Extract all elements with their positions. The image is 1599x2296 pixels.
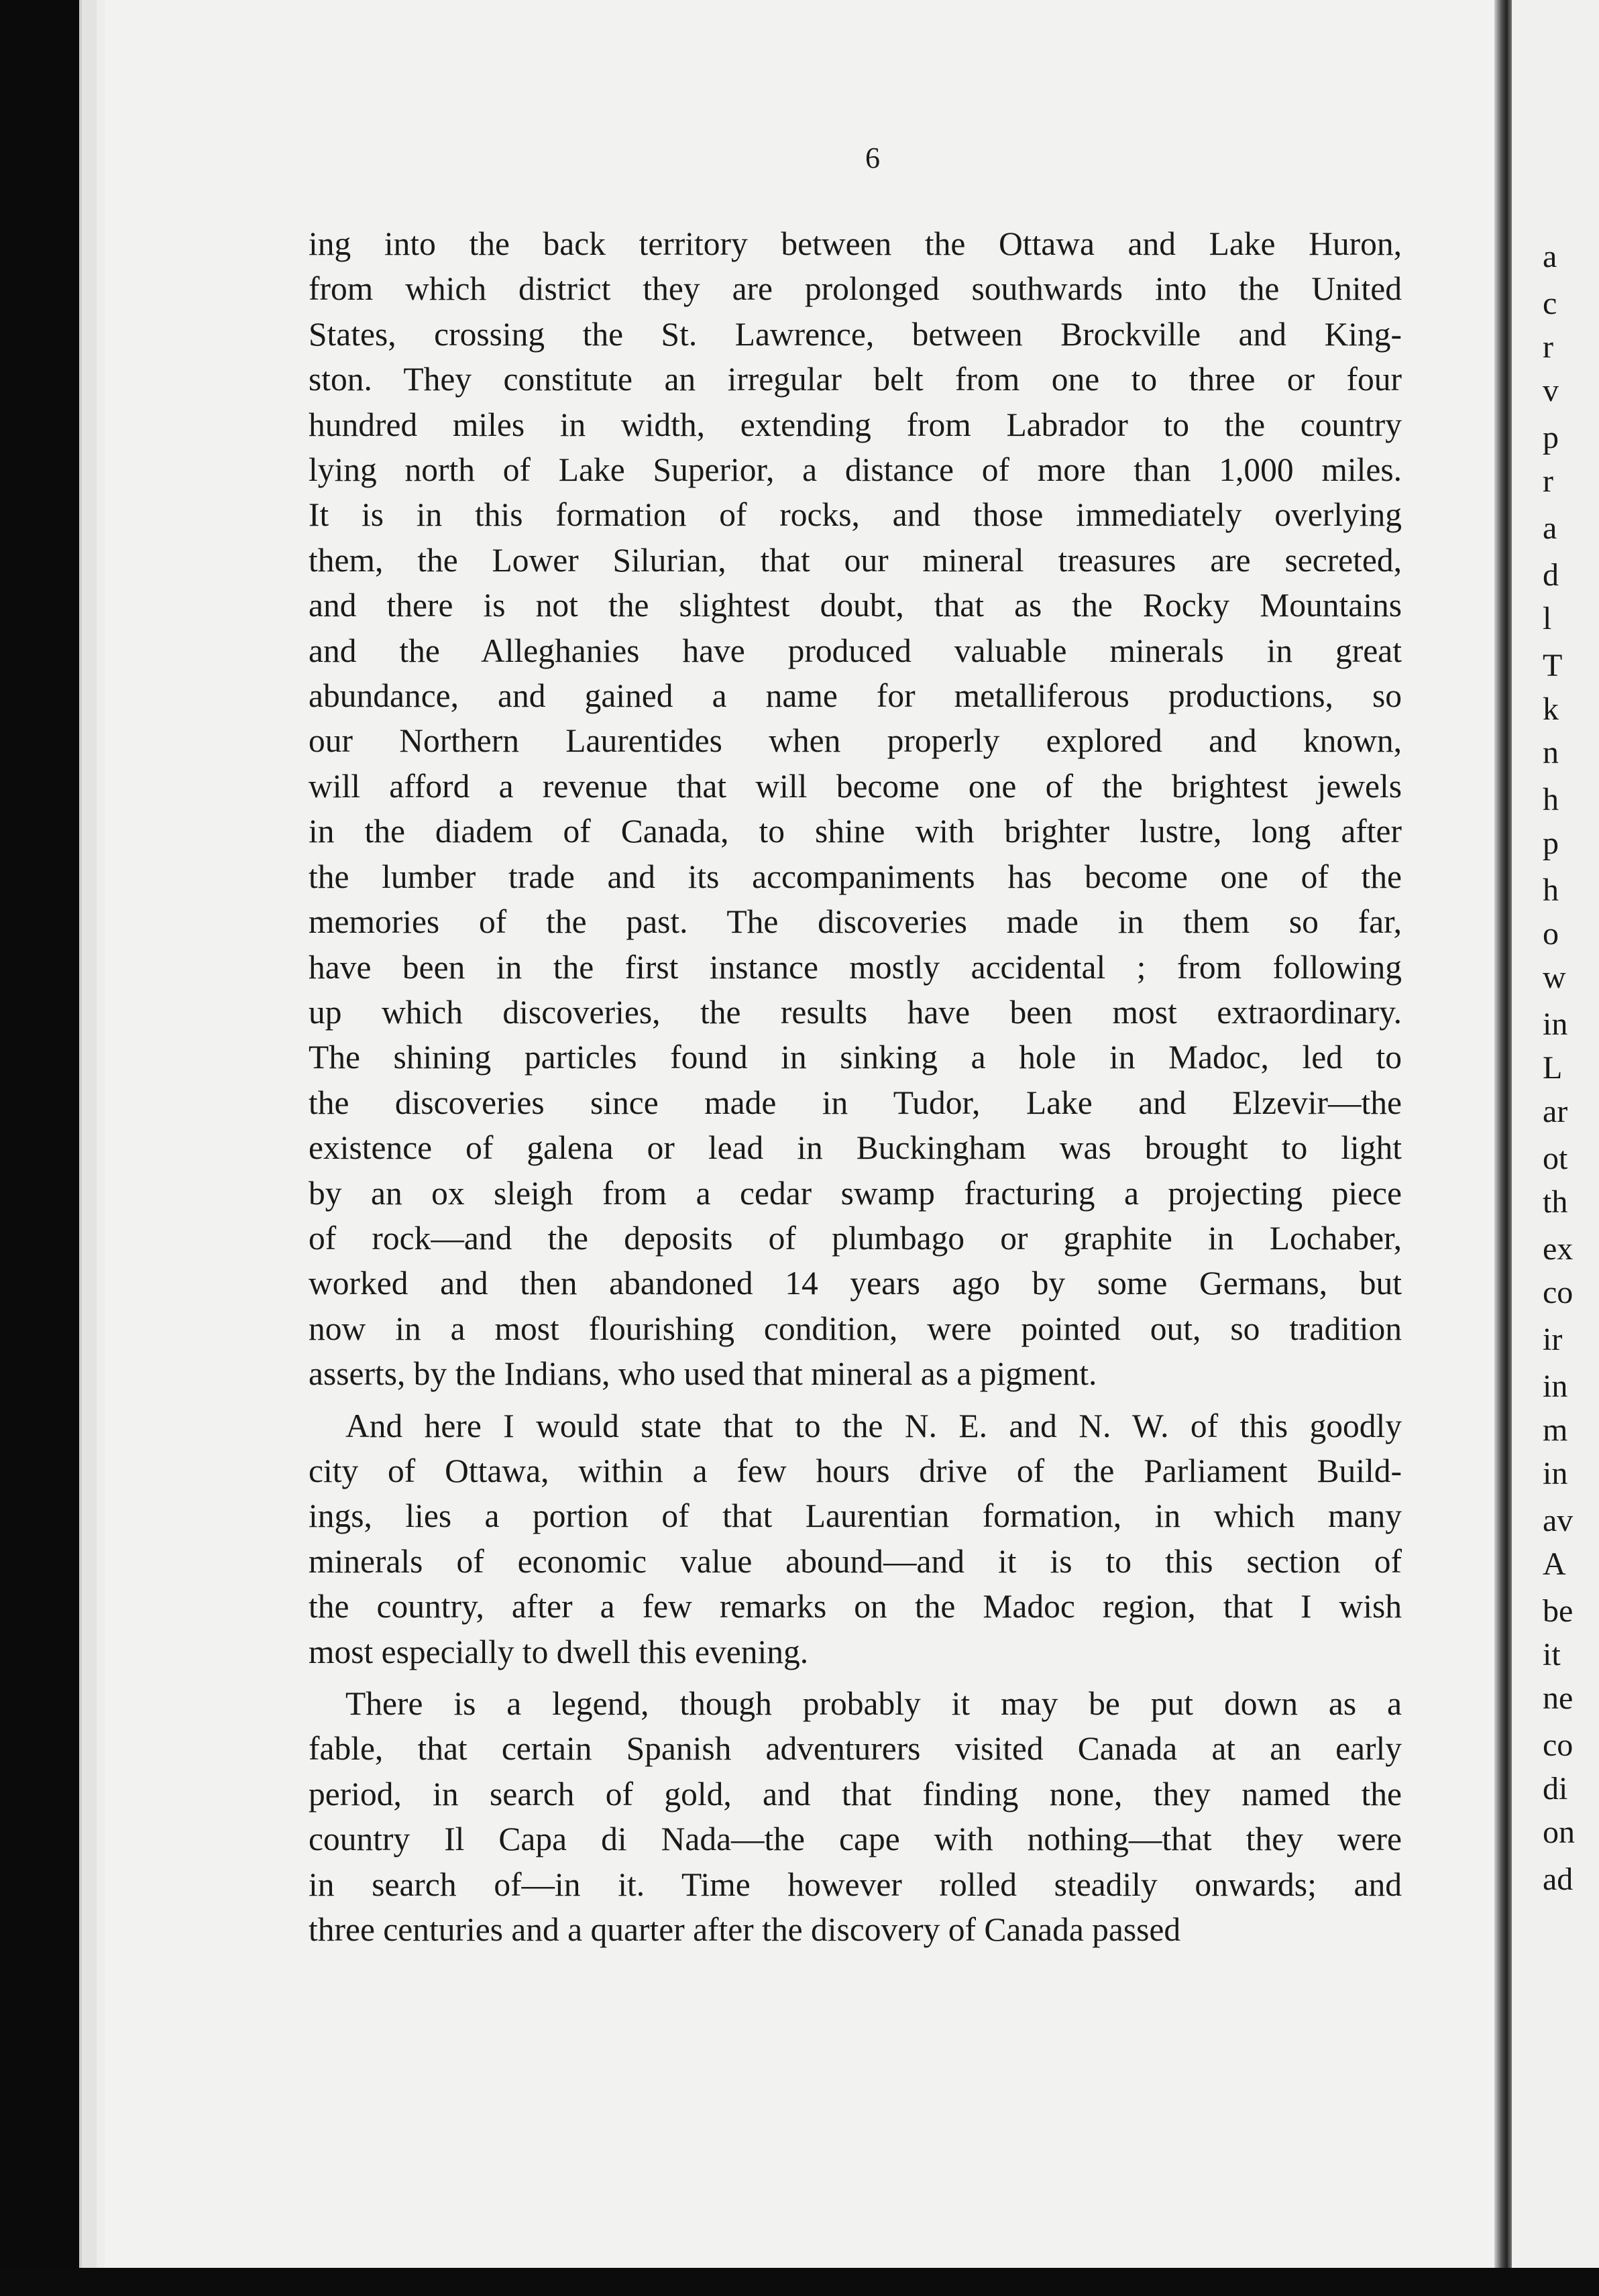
text-line: country Il Capa di Nada—the cape with nothing—that they were xyxy=(309,1821,1402,1858)
facing-page-fragment: r xyxy=(1543,329,1553,365)
text-line: up which discoveries, the results have been most extraordinary. xyxy=(309,993,1402,1031)
facing-page-fragment: c xyxy=(1543,286,1557,321)
text-line: ings, lies a portion of that Laurentian formation, in which many xyxy=(309,1497,1402,1535)
text-line: lying north of Lake Superior, a distance of more than 1,000 miles. xyxy=(309,451,1402,489)
text-line: them, the Lower Silurian, that our mineral treasures are secreted, xyxy=(309,541,1402,579)
text-line: now in a most flourishing condition, were pointed out, so tradition xyxy=(309,1310,1402,1347)
text-line: by an ox sleigh from a cedar swamp fracturing a projecting piece xyxy=(309,1174,1402,1212)
paragraph-gap xyxy=(309,1674,1402,1681)
facing-page-fragment: p xyxy=(1543,420,1559,455)
facing-page-fragment: ad xyxy=(1543,1861,1574,1897)
facing-page-fragment: d xyxy=(1543,557,1559,593)
facing-page-fragment: v xyxy=(1543,373,1559,408)
facing-page-fragment: in xyxy=(1543,1369,1568,1404)
facing-page-fragment: a xyxy=(1543,239,1557,274)
text-line: memories of the past. The discoveries made in them so far, xyxy=(309,903,1402,941)
scan-bottom-border xyxy=(0,2268,1599,2296)
text-line: worked and then abandoned 14 years ago by some Germans, but xyxy=(309,1265,1402,1302)
text-line: city of Ottawa, within a few hours drive of the Parliament Build- xyxy=(309,1452,1402,1489)
facing-page-fragment: ex xyxy=(1543,1231,1574,1267)
text-line: It is in this formation of rocks, and those immediately overlying xyxy=(309,496,1402,534)
text-line: period, in search of gold, and that finding none, they named the xyxy=(309,1775,1402,1813)
text-line: fable, that certain Spanish adventurers visited Canada at an early xyxy=(309,1730,1402,1768)
text-line: The shining particles found in sinking a hole in Madoc, led to xyxy=(309,1039,1402,1076)
text-line: hundred miles in width, extending from Labrador to the country xyxy=(309,406,1402,443)
facing-page-fragment: n xyxy=(1543,735,1559,770)
facing-page-fragment: r xyxy=(1543,463,1553,499)
facing-page-fragment: in xyxy=(1543,1007,1568,1042)
facing-page-fragment: be xyxy=(1543,1593,1574,1629)
text-line: existence of galena or lead in Buckingham was brought to light xyxy=(309,1129,1402,1167)
facing-page-fragment: h xyxy=(1543,872,1559,908)
text-line: States, crossing the St. Lawrence, between Brockville and King- xyxy=(309,315,1402,353)
text-line: three centuries and a quarter after the discovery of Canada passed xyxy=(309,1911,1181,1949)
text-line: and the Alleghanies have produced valuable minerals in great xyxy=(309,632,1402,669)
text-line: from which district they are prolonged southwards into the United xyxy=(309,270,1402,308)
text-line: in the diadem of Canada, to shine with brighter lustre, long after xyxy=(309,813,1402,850)
text-line: ston. They constitute an irregular belt from one to three or four xyxy=(309,361,1402,398)
paragraph-gap xyxy=(309,1397,1402,1403)
book-gutter xyxy=(1494,0,1512,2277)
facing-page-fragment: ot xyxy=(1543,1141,1568,1176)
facing-page-fragment: A xyxy=(1543,1546,1566,1582)
facing-page-fragment: w xyxy=(1543,960,1566,995)
text-line: will afford a revenue that will become one of the brightest jewels xyxy=(309,767,1402,805)
facing-page-fragment: m xyxy=(1543,1412,1568,1448)
facing-page-fragment: ar xyxy=(1543,1094,1568,1129)
facing-page-fragment: L xyxy=(1543,1050,1563,1086)
facing-page-fragment: in xyxy=(1543,1456,1568,1491)
text-line: asserts, by the Indians, who used that mineral as a pigment. xyxy=(309,1355,1097,1393)
text-line: ing into the back territory between the Ottawa and Lake Huron, xyxy=(309,225,1402,262)
facing-page-fragment: av xyxy=(1543,1503,1574,1538)
facing-page-fragment: p xyxy=(1543,825,1559,861)
facing-page-fragment: l xyxy=(1543,601,1552,636)
facing-page-fragment: a xyxy=(1543,510,1557,546)
text-line: most especially to dwell this evening. xyxy=(309,1633,809,1670)
text-line: minerals of economic value abound—and it is to this section of xyxy=(309,1542,1402,1580)
page-body-text xyxy=(309,221,1402,1952)
facing-page xyxy=(1512,0,1599,2277)
page-number: 6 xyxy=(865,141,880,174)
facing-page-fragment: th xyxy=(1543,1184,1568,1220)
facing-page-fragment: co xyxy=(1543,1275,1574,1310)
facing-page-fragment: ir xyxy=(1543,1322,1563,1357)
text-line: the country, after a few remarks on the Madoc region, that I wish xyxy=(309,1588,1402,1625)
text-line: There is a legend, though probably it may be put down as a xyxy=(345,1685,1402,1722)
facing-page-fragment: h xyxy=(1543,782,1559,817)
facing-page-fragment: T xyxy=(1543,648,1563,683)
facing-page-fragment: di xyxy=(1543,1771,1568,1806)
text-line: in search of—in it. Time however rolled steadily onwards; and xyxy=(309,1866,1402,1903)
scan-left-border xyxy=(0,0,79,2296)
facing-page-fragment: on xyxy=(1543,1815,1575,1850)
facing-page-fragment: o xyxy=(1543,916,1559,952)
facing-page-fragment: ne xyxy=(1543,1680,1574,1716)
text-line: the discoveries since made in Tudor, Lake and Elzevir—the xyxy=(309,1084,1402,1121)
text-line: our Northern Laurentides when properly explored and known, xyxy=(309,722,1402,760)
text-line: have been in the first instance mostly accidental ; from following xyxy=(309,948,1402,986)
facing-page-fragment: co xyxy=(1543,1727,1574,1763)
text-line: And here I would state that to the N. E. and N. W. of this goodly xyxy=(345,1407,1402,1444)
text-line: abundance, and gained a name for metalliferous productions, so xyxy=(309,677,1402,715)
facing-page-fragment: k xyxy=(1543,691,1559,727)
text-line: the lumber trade and its accompaniments has become one of the xyxy=(309,858,1402,895)
text-line: of rock—and the deposits of plumbago or graphite in Lochaber, xyxy=(309,1219,1402,1257)
text-line: and there is not the slightest doubt, that as the Rocky Mountains xyxy=(309,587,1402,624)
facing-page-fragment: it xyxy=(1543,1637,1561,1672)
